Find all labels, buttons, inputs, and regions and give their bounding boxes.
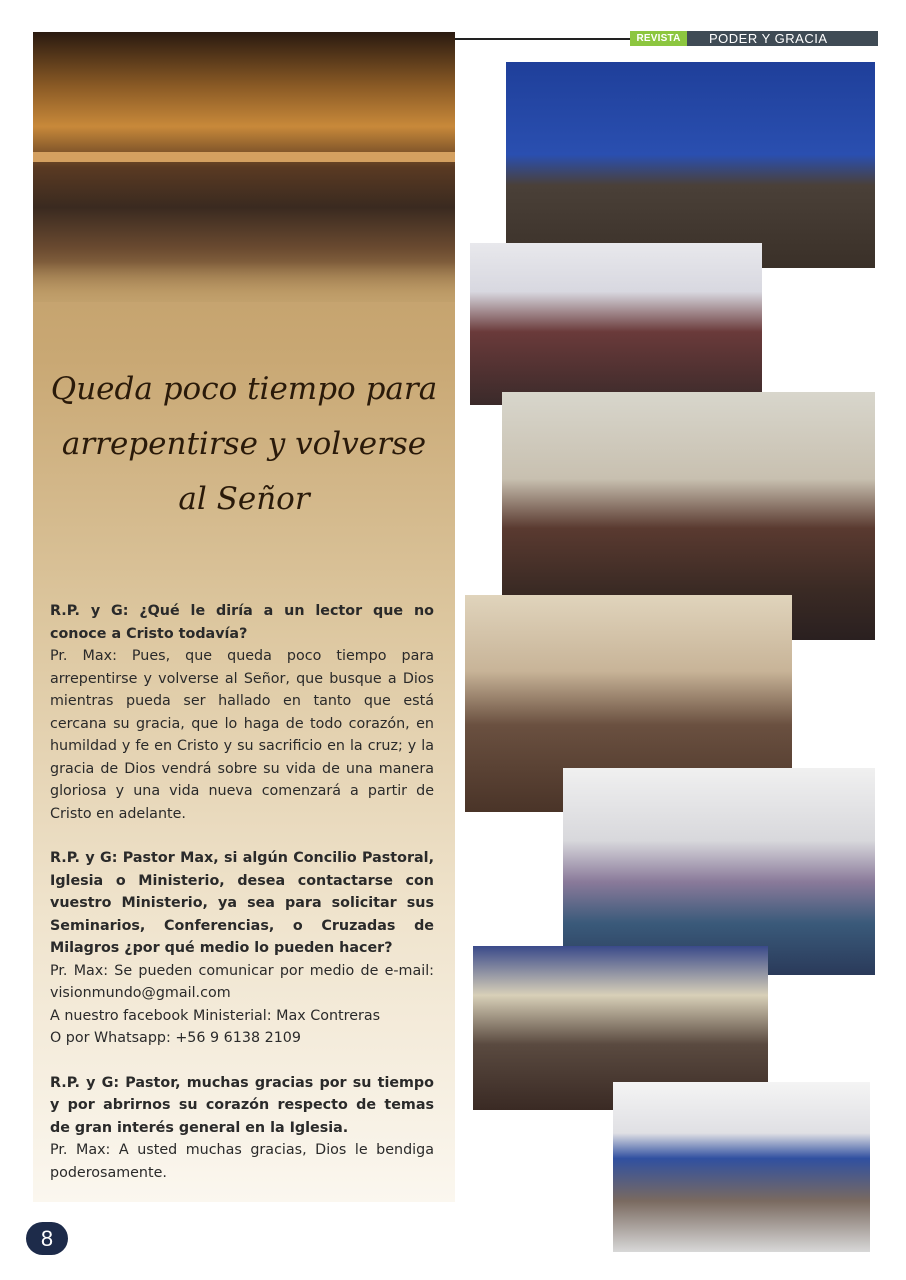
answer: Pr. Max: A usted muchas gracias, Dios le bendiga poderosamente. [50,1142,434,1181]
interview-text [50,600,434,1184]
question: R.P. y G: Pastor Max, si algún Concilio Pastoral, Iglesia o Ministerio, desea contactarse con vuestro Ministerio, ya sea para solicitar sus Seminarios, Conferencias, o Cruzadas de Milagros ¿por qué medio lo pueden hacer? [50,850,434,956]
page-number: 8 [26,1222,68,1255]
title-line: al Señor [178,481,310,517]
question: R.P. y G: Pastor, muchas gracias por su tiempo y por abrirnos su corazón respecto de temas de gran interés general en la Iglesia. [50,1074,434,1136]
photo-blue-stage-event [506,62,875,268]
answer-facebook: A nuestro facebook Ministerial: Max Contreras [50,1007,381,1024]
magazine-name: PODER Y GRACIA [687,31,878,46]
header-tag: REVISTA [630,31,687,46]
answer: Pr. Max: Pues, que queda poco tiempo para arrepentirse y volverse al Señor, que busque a Dios mientras pueda ser hallado en tanto que está cercana su gracia, que lo haga de todo corazón, en humildad y fe en Cristo y su sacrificio en la cruz; y la gracia de Dios vendrá sobre su vida de una manera gloriosa y una vida nueva comenzará a partir de Cristo en adelante. [50,648,434,822]
title-line: arrepentirse y volverse [61,426,427,462]
header-rule [455,38,631,40]
photo-preacher-stage [33,32,455,302]
question: R.P. y G: ¿Qué le diría a un lector que no conoce a Cristo todavía? [50,603,434,642]
photo-worship-hands-raised [613,1082,870,1252]
photo-congregation-hall [470,243,762,405]
answer-whatsapp: O por Whatsapp: +56 9 6138 2109 [50,1030,301,1046]
photo-auditorium-wide [563,768,875,975]
title-line: Queda poco tiempo para [50,371,438,407]
article-title [33,362,455,527]
answer: Pr. Max: Se pueden comunicar por medio de e-mail: visionmundo@gmail.com [50,962,434,1001]
